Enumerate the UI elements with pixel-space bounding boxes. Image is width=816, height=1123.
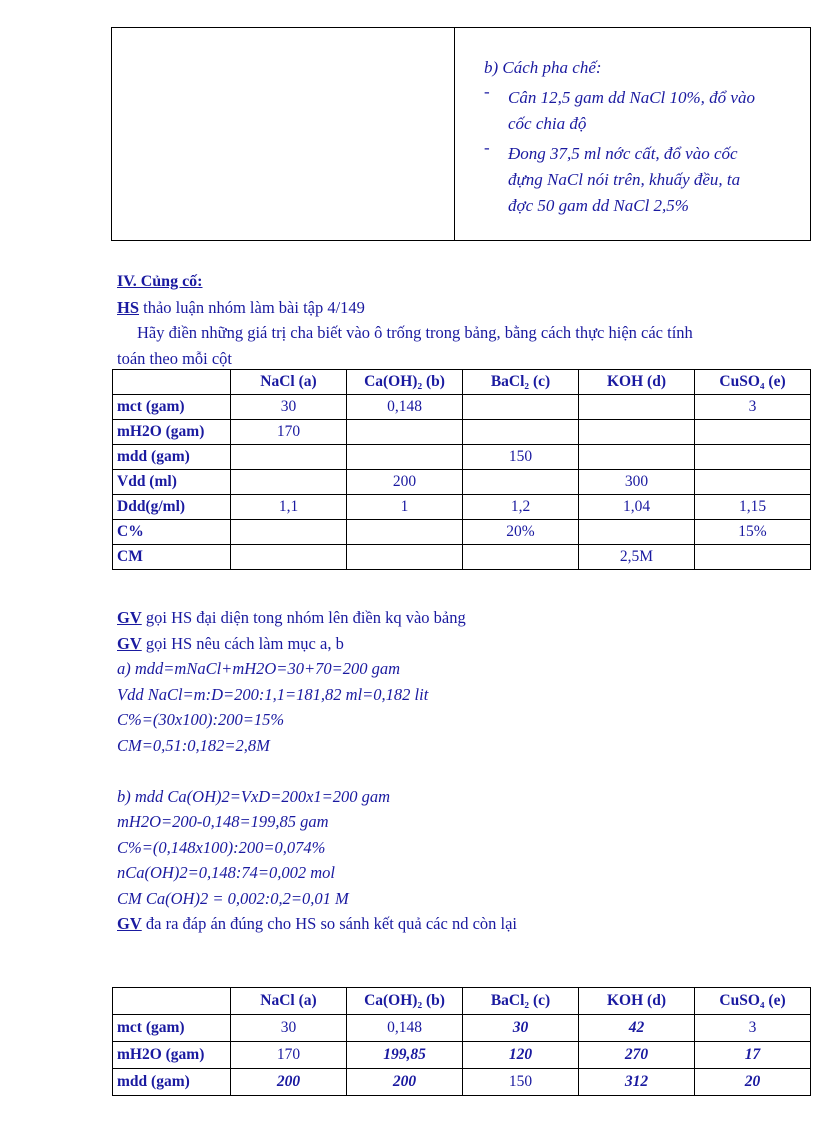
calc-b-line: CM Ca(OH)2 = 0,002:0,2=0,01 M [117,888,349,908]
table-cell: 300 [579,470,695,495]
table-cell: 200 [347,1069,463,1096]
table-cell: 0,148 [347,1015,463,1042]
table-cell: 30 [463,1015,579,1042]
table-cell: 200 [231,1069,347,1096]
instruction-line: toán theo mỗi cột [117,348,233,368]
table-cell: 15% [695,520,811,545]
table-cell: 1 [347,495,463,520]
table-cell [695,420,811,445]
table-cell [579,420,695,445]
table-cell: 3 [695,1015,811,1042]
row-label: mH2O (gam) [113,420,231,445]
calc-a-line: C%=(30x100):200=15% [117,710,285,729]
table-cell [463,470,579,495]
gv-line [117,605,517,631]
table-cell [695,545,811,570]
bullet-2-line: Đong 37,5 ml nớc cất, đổ vào cốc [508,144,738,163]
table-cell: 17 [695,1042,811,1069]
top-box [111,27,811,241]
row-label: CM [113,545,231,570]
table-cell [347,545,463,570]
table-cell [579,520,695,545]
table-header-row [113,988,811,1015]
table-row [113,470,811,495]
calc-b-line: mH2O=200-0,148=199,85 gam [117,812,329,831]
bullet-2-line: đợc 50 gam dd NaCl 2,5% [508,196,689,215]
header-cell: KOH (d) [579,988,695,1015]
table-cell [347,520,463,545]
header-cell: Ca(OH)₂ (b) [347,370,463,395]
table-row [113,420,811,445]
row-label: C% [113,520,231,545]
teacher-notes [117,605,517,937]
table-cell: 270 [579,1042,695,1069]
table-cell: 2,5M [579,545,695,570]
hs-text: thảo luận nhóm làm bài tập 4/149 [139,297,365,317]
table-row [113,545,811,570]
table-cell: 3 [695,395,811,420]
section-block [117,269,693,371]
table-cell: 150 [463,445,579,470]
table-cell: 0,148 [347,395,463,420]
row-label: mct (gam) [113,1015,231,1042]
table-cell: 1,15 [695,495,811,520]
table-cell: 170 [231,1042,347,1069]
table-cell: 1,2 [463,495,579,520]
table-cell: 120 [463,1042,579,1069]
gv-line [117,631,517,657]
table-cell: 200 [347,470,463,495]
table-cell [231,445,347,470]
spacer [117,758,517,784]
table-cell [231,545,347,570]
table-cell: 1,1 [231,495,347,520]
table-cell [347,445,463,470]
table-cell [695,470,811,495]
table-cell: 199,85 [347,1042,463,1069]
row-label: mdd (gam) [113,1069,231,1096]
header-cell: NaCl (a) [231,988,347,1015]
table-row [113,1042,811,1069]
bullet-1-line: cốc chia độ [508,114,587,133]
hs-line [117,295,693,321]
table-cell [695,445,811,470]
table-cell [347,420,463,445]
table-row [113,495,811,520]
table-row [113,520,811,545]
calc-a-line: CM=0,51:0,182=2,8M [117,735,270,755]
bullet-1 [484,82,804,137]
table-cell: 30 [231,395,347,420]
hs-label: HS [117,297,140,317]
instruction-line: Hãy điền những giá trị cha biết vào ô trống trong bảng, bằng cách thực hiện các tính [137,323,693,342]
gv-label: GV [117,608,142,627]
gv-label: GV [117,633,142,653]
gv-text: đa ra đáp án đúng cho HS so sánh kết quả các nd còn lại [141,914,518,933]
calc-a-line: Vdd NaCl=m:D=200:1,1=181,82 ml=0,182 lit [117,684,429,704]
header-cell [113,988,231,1015]
header-cell: BaCl₂ (c) [463,988,579,1015]
preparation-method [484,55,804,219]
calc-b-line: nCa(OH)2=0,148:74=0,002 mol [117,863,335,882]
calc-a-line: a) mdd=mNaCl+mH2O=30+70=200 gam [117,659,401,678]
top-box-divider [454,28,455,240]
row-label: mdd (gam) [113,445,231,470]
table-row [113,395,811,420]
table-cell [231,470,347,495]
table-cell: 42 [579,1015,695,1042]
header-cell: KOH (d) [579,370,695,395]
table-cell: 20 [695,1069,811,1096]
header-cell: Ca(OH)₂ (b) [347,988,463,1015]
calc-b-line: C%=(0,148x100):200=0,074% [117,837,326,857]
answer-table [112,987,811,1096]
table-cell [463,545,579,570]
dash-icon: - [484,82,490,101]
table-row [113,445,811,470]
table-cell: 312 [579,1069,695,1096]
row-label: mct (gam) [113,395,231,420]
header-cell [113,370,231,395]
exercise-table [112,369,811,570]
bullet-1-line: Cân 12,5 gam dd NaCl 10%, đổ vào [508,88,755,107]
table-cell [579,395,695,420]
table-cell [231,520,347,545]
table-cell [463,395,579,420]
bullet-2-line: đựng NaCl nói trên, khuấy đều, ta [508,170,741,189]
header-cell: CuSO₄ (e) [695,370,811,395]
gv-text: gọi HS đại diện tong nhóm lên điền kq vào bảng [141,608,466,627]
table-row [113,1069,811,1096]
header-cell: NaCl (a) [231,370,347,395]
gv-line [117,911,517,937]
bullet-2 [484,138,804,219]
row-label: Ddd(g/ml) [113,495,231,520]
preparation-heading: b) Cách pha chế: [484,58,602,77]
gv-text: gọi HS nêu cách làm mục a, b [141,633,344,653]
table-cell: 30 [231,1015,347,1042]
table-cell: 1,04 [579,495,695,520]
section-title: IV. Củng cố: [117,273,203,290]
row-label: mH2O (gam) [113,1042,231,1069]
table-cell: 170 [231,420,347,445]
table-cell [463,420,579,445]
table-row [113,1015,811,1042]
gv-label: GV [117,914,142,933]
table-cell [579,445,695,470]
table-cell: 150 [463,1069,579,1096]
row-label: Vdd (ml) [113,470,231,495]
table-cell: 20% [463,520,579,545]
calc-b-line: b) mdd Ca(OH)2=VxD=200x1=200 gam [117,786,391,806]
dash-icon: - [484,138,490,157]
header-cell: CuSO₄ (e) [695,988,811,1015]
header-cell: BaCl₂ (c) [463,370,579,395]
table-header-row [113,370,811,395]
